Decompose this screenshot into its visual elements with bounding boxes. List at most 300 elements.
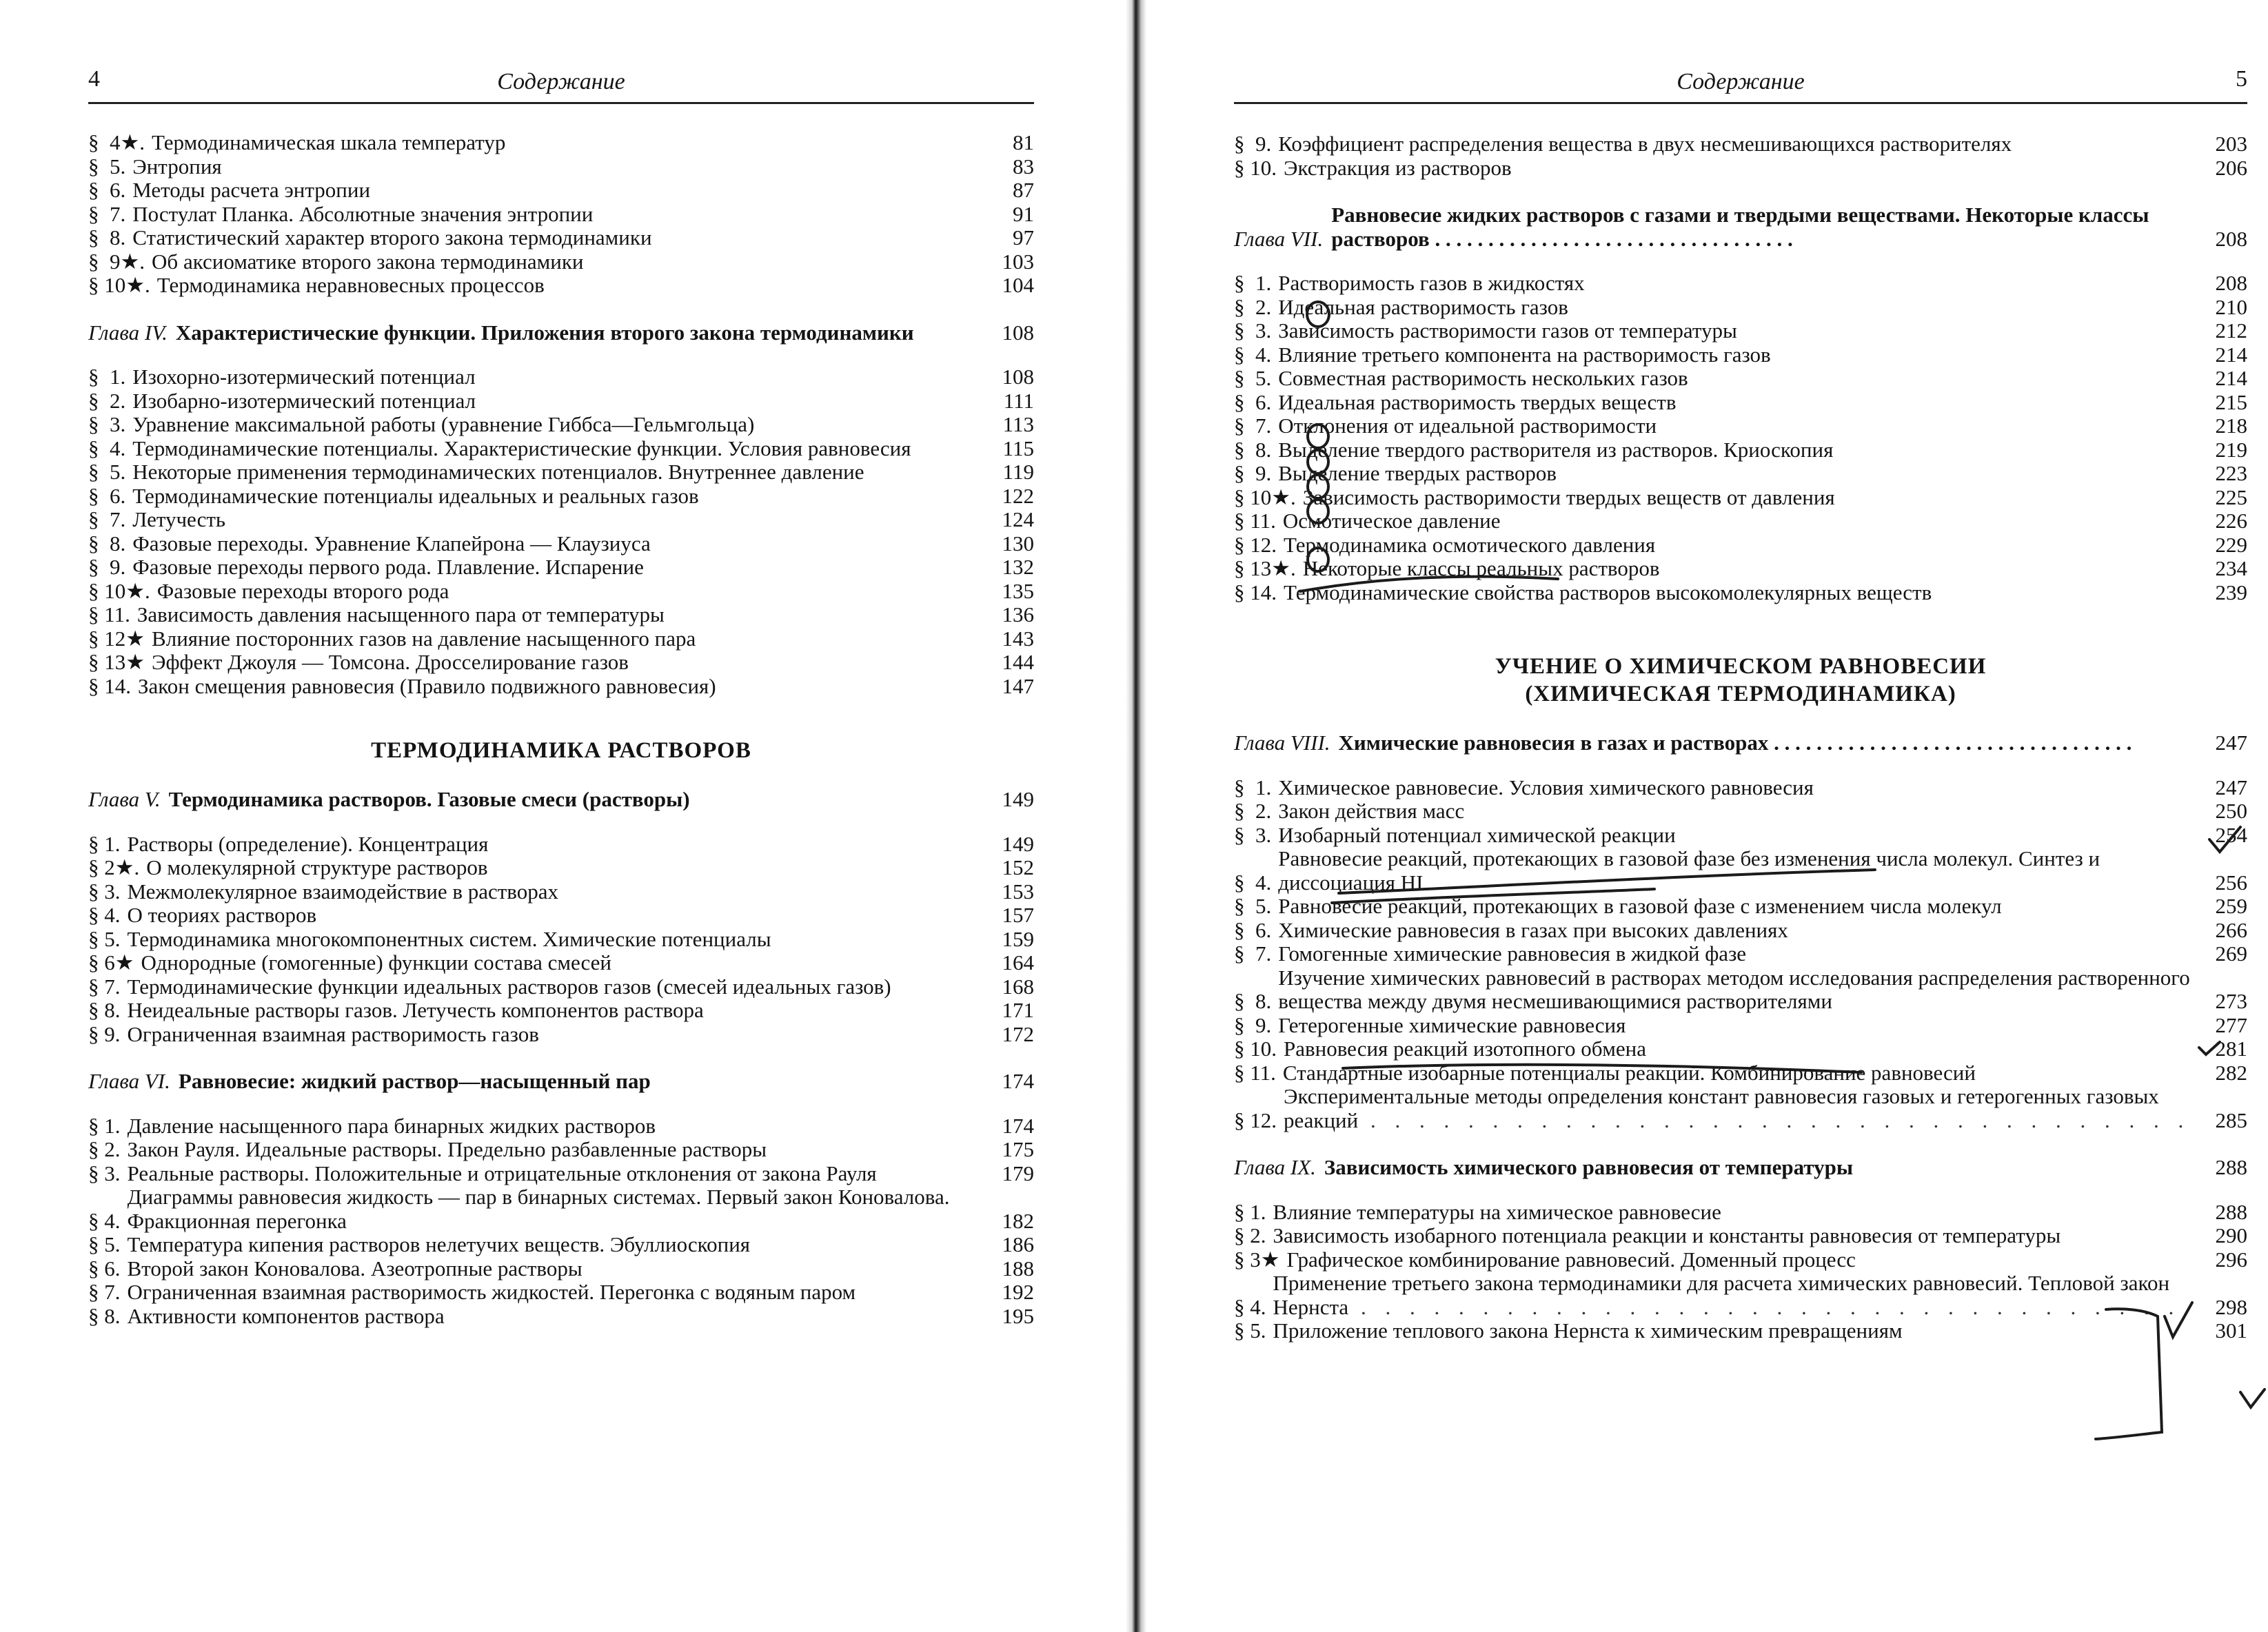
page-number: 174 (1002, 1114, 1034, 1138)
chapter-8-heading[interactable] (1234, 731, 2247, 755)
section-number: § 13★ (88, 651, 145, 674)
page-number: 132 (1002, 555, 1034, 579)
entry-title: Методы расчета энтропии (132, 178, 371, 202)
toc-entry[interactable] (88, 975, 1034, 999)
entry-title: Зависимость давления насыщенного пара от температуры (136, 603, 665, 626)
page-number: 226 (2215, 509, 2247, 533)
entry-text (1278, 462, 2209, 486)
chapter-page: 208 (2215, 226, 2247, 251)
toc-entry[interactable] (1234, 942, 2247, 966)
toc-entry[interactable] (88, 437, 1034, 461)
toc-entry[interactable] (1234, 1319, 2247, 1343)
chapter-title-text: Равновесие жидких растворов с газами и твердыми веществами. Некоторые классы растворов (1331, 203, 2149, 251)
page-number: 223 (2215, 462, 2247, 485)
page-number: 143 (1002, 626, 1034, 651)
leader-dots (157, 297, 977, 298)
page-number: 147 (1002, 674, 1034, 698)
section-number: § 10★. (88, 579, 150, 603)
page-number: 113 (1002, 413, 1034, 436)
chapter-title-text: Химические равновесия в газах и растворах (1338, 731, 1769, 755)
chapter-label: Глава IX. (1234, 1155, 1316, 1179)
toc-entry[interactable] (1234, 438, 2247, 462)
page-number: 122 (1002, 484, 1034, 508)
chapter-title-text: Характеристические функции. Приложения второго закона термодинамики (175, 320, 914, 345)
page-number: 266 (2215, 918, 2247, 942)
entry-title: Некоторые классы реальных растворов (1302, 557, 1660, 580)
entry-text (128, 1305, 997, 1329)
entry-title: Зависимость изобарного потенциала реакции и константы равновесия от температуры (1273, 1224, 2061, 1247)
entry-text (1278, 942, 2209, 966)
page-number: 210 (2215, 295, 2247, 319)
page-number: 234 (2215, 557, 2247, 580)
toc-entry[interactable] (1234, 391, 2247, 415)
chapter-label: Глава VI. (88, 1069, 170, 1093)
section-number: § 3. (1234, 823, 1272, 847)
chapter-title (1331, 203, 2209, 251)
toc-entry[interactable] (1234, 1085, 2247, 1132)
entry-text (1273, 1201, 2210, 1225)
toc-entry[interactable] (88, 508, 1034, 532)
toc-entry[interactable] (1234, 776, 2247, 800)
toc-entry[interactable] (1234, 847, 2247, 895)
page-number: 298 (2215, 1294, 2247, 1319)
entry-title: Некоторые применения термодинамических потенциалов. Внутреннее давление (132, 460, 864, 484)
entry-text (1287, 1248, 2210, 1272)
section-number: § 5. (88, 460, 126, 484)
toc-entry[interactable] (88, 1138, 1034, 1162)
entry-text (1278, 296, 2209, 320)
entry-text (128, 833, 997, 857)
chapter-title-text: Термодинамика растворов. Газовые смеси (растворы) (168, 788, 690, 811)
leader-dots (179, 1093, 536, 1094)
page-number: 91 (1013, 202, 1034, 226)
page-number: 269 (2215, 942, 2247, 966)
section-number: § 2★. (88, 856, 140, 879)
page-number: 212 (2215, 319, 2247, 343)
toc-entry[interactable] (88, 250, 1034, 274)
entry-title: Зависимость растворимости твердых веществ от давления (1302, 485, 1835, 509)
toc-entry[interactable] (1234, 919, 2247, 943)
section-number: § 1. (88, 832, 121, 856)
entry-title: Закон Рауля. Идеальные растворы. Предельно разбавленные растворы (127, 1138, 767, 1161)
toc-entry[interactable] (1234, 824, 2247, 848)
chapter-7-heading[interactable] (1234, 203, 2247, 251)
section-number: § 7. (1234, 942, 1272, 966)
section-number: § 4. (88, 436, 126, 460)
page-number: 119 (1002, 460, 1034, 484)
check-mark-4 (2240, 1389, 2265, 1407)
entry-text (1278, 132, 2209, 156)
entry-text (132, 484, 996, 509)
entry-title: Равновесие реакций, протекающих в газовой фазе с изменением числа молекул (1278, 895, 2002, 918)
section-number: § 9. (88, 555, 126, 579)
section-number: § 5. (88, 1233, 121, 1256)
page-number: 111 (1003, 389, 1034, 413)
toc-entry[interactable] (88, 1305, 1034, 1329)
toc-entry[interactable] (88, 1114, 1034, 1139)
toc-entry[interactable] (1234, 367, 2247, 391)
toc-entry[interactable] (88, 203, 1034, 227)
toc-entry[interactable] (1234, 1248, 2247, 1272)
section-number: § 3. (88, 1161, 121, 1185)
toc-entry[interactable] (88, 274, 1034, 298)
section-number: § 10. (1234, 156, 1277, 180)
toc-entry[interactable] (88, 365, 1034, 389)
entry-title: Коэффициент распределения вещества в двух несмешивающихся растворителях (1278, 132, 2012, 156)
page-number: 225 (2215, 485, 2247, 509)
page-number: 254 (2215, 823, 2247, 847)
chapter-6-heading[interactable] (88, 1070, 1034, 1094)
toc-entry[interactable] (88, 928, 1034, 952)
toc-entry[interactable] (1234, 557, 2247, 581)
toc-entry[interactable] (88, 999, 1034, 1023)
toc-entry[interactable] (88, 1233, 1034, 1257)
page-number: 136 (1002, 603, 1034, 626)
entry-title: Постулат Планка. Абсолютные значения энтропии (132, 202, 594, 226)
chapter-label: Глава VII. (1234, 226, 1324, 251)
toc-entry[interactable] (1234, 1272, 2247, 1319)
toc-entry[interactable] (1234, 486, 2247, 510)
toc-entry[interactable] (1234, 799, 2247, 824)
page-number: 159 (1002, 927, 1034, 951)
page-number: 206 (2215, 156, 2247, 180)
entry-title: Ограниченная взаимная растворимость газов (127, 1022, 539, 1046)
chapter-7-entries (1234, 272, 2247, 604)
toc-entry[interactable] (88, 155, 1034, 179)
entry-title: Выделение твердых растворов (1278, 462, 1557, 485)
leader-dots: . . . . . . . . . . . . . . . . . . . . . . . . . . . . . . . . . . (1358, 1108, 2191, 1132)
entry-text (128, 1023, 997, 1047)
section-number: § 12. (1234, 533, 1277, 557)
section-number: § 5. (1234, 895, 1272, 918)
entry-title: Стандартные изобарные потенциалы реакций. Комбинирование равновесий (1282, 1061, 1976, 1085)
toc-entry[interactable] (1234, 296, 2247, 320)
chapter-6-entries (88, 1114, 1034, 1329)
entry-title: Статистический характер второго закона термодинамики (132, 226, 652, 249)
entry-text (152, 131, 1007, 155)
section-number: § 11. (88, 603, 130, 626)
toc-entry[interactable] (88, 856, 1034, 880)
entry-text (132, 365, 996, 389)
entry-text (132, 203, 1007, 227)
entry-text (1283, 509, 2210, 533)
entry-text (1278, 776, 2209, 800)
toc-entry[interactable] (88, 833, 1034, 857)
toc-entry[interactable] (88, 1257, 1034, 1281)
toc-entry[interactable] (88, 178, 1034, 203)
part-heading-line-2: (ХИМИЧЕСКАЯ ТЕРМОДИНАМИКА) (1525, 682, 1956, 706)
section-number: § 8. (1234, 989, 1272, 1013)
entry-text (1283, 1061, 2210, 1085)
toc-entry[interactable] (88, 880, 1034, 904)
section-number: § 13★. (1234, 557, 1296, 580)
entry-text (138, 675, 997, 699)
section-number: § 7. (88, 202, 126, 226)
entry-text (128, 1185, 997, 1233)
entry-title: Выделение твердого растворителя из растворов. Криоскопия (1278, 438, 1834, 462)
entry-text (128, 1233, 997, 1257)
toc-entry[interactable] (1234, 966, 2247, 1014)
chapter-title (1324, 1156, 2210, 1180)
section-number: § 9. (1234, 462, 1272, 485)
page-number: 273 (2215, 989, 2247, 1013)
toc-entry[interactable] (1234, 1201, 2247, 1225)
section-number: § 14. (88, 674, 131, 698)
section-number: § 10★. (1234, 485, 1296, 509)
entry-title: Давление насыщенного пара бинарных жидких растворов (127, 1114, 656, 1138)
leader-dots (169, 811, 527, 812)
entry-text (1278, 895, 2209, 919)
right-toc (1234, 132, 2247, 1343)
toc-entry[interactable] (1234, 1061, 2247, 1085)
section-number: § 4★. (88, 131, 145, 154)
page-number: 188 (1002, 1256, 1034, 1281)
page-number: 208 (2215, 272, 2247, 295)
section-number: § 7. (1234, 414, 1272, 438)
entry-text (132, 413, 997, 437)
entry-title: Активности компонентов раствора (127, 1304, 445, 1328)
page-number: 97 (1013, 226, 1034, 249)
section-number: § 4. (1234, 343, 1272, 367)
entry-title: Термодинамика неравновесных процессов (156, 274, 545, 297)
toc-entry[interactable] (1234, 509, 2247, 533)
toc-entry[interactable] (88, 460, 1034, 484)
entry-title: Применение третьего закона термодинамики для расчета химических равновесий. Тепловой закон Нернста (1273, 1272, 2170, 1319)
entry-title: Ограниченная взаимная растворимость жидкостей. Перегонка с водяным паром (127, 1281, 856, 1304)
toc-entry[interactable] (1234, 581, 2247, 605)
page-number: 103 (1002, 249, 1034, 274)
toc-entry[interactable] (88, 413, 1034, 437)
page-number: 277 (2215, 1013, 2247, 1037)
leader-dots (1284, 179, 2103, 180)
toc-entry[interactable] (1234, 1037, 2247, 1061)
chapter-9-entries (1234, 1201, 2247, 1343)
entry-text (146, 856, 996, 880)
entry-text (128, 999, 997, 1023)
entry-text (1278, 966, 2209, 1014)
book-gutter (1126, 0, 1146, 1632)
toc-entry[interactable] (88, 131, 1034, 155)
chapter-9-heading[interactable] (1234, 1156, 2247, 1180)
page-number: 186 (1002, 1233, 1034, 1256)
entry-title: О теориях растворов (127, 904, 317, 927)
entry-title: Фазовые переходы второго рода (156, 579, 449, 603)
section-number: § 8. (88, 999, 121, 1022)
page-number: 164 (1002, 951, 1034, 975)
toc-entry[interactable] (1234, 156, 2247, 181)
chapter-label: Глава IV. (88, 320, 168, 345)
entry-title: Закон смещения равновесия (Правило подвижного равновесия) (138, 674, 716, 698)
section-number: § 7. (88, 508, 126, 531)
section-number: § 4. (1234, 870, 1272, 895)
section-number: § 6. (1234, 390, 1272, 414)
section-number: § 1. (1234, 1200, 1266, 1224)
toc-entry[interactable] (88, 555, 1034, 580)
toc-entry[interactable] (88, 651, 1034, 675)
entry-title: Фазовые переходы первого рода. Плавление. Испарение (132, 555, 644, 579)
entry-text (1284, 1037, 2210, 1061)
entry-title: Термодинамические свойства растворов высокомолекулярных веществ (1284, 580, 1932, 604)
page-number: 214 (2215, 367, 2247, 390)
page-number: 285 (2215, 1108, 2247, 1132)
right-running-head (1234, 61, 2247, 104)
entry-text (128, 1281, 997, 1305)
toc-entry[interactable] (1234, 414, 2247, 438)
part-heading-chemical-equilibrium (1234, 653, 2247, 708)
toc-entry[interactable] (1234, 1224, 2247, 1248)
entry-title: Отклонения от идеальной растворимости (1278, 414, 1657, 438)
toc-entry[interactable] (88, 389, 1034, 414)
entry-text (1278, 847, 2209, 895)
section-number: § 11. (1234, 1061, 1276, 1085)
entry-title: Графическое комбинирование равновесий. Доменный процесс (1286, 1247, 1856, 1272)
chapter-4-heading[interactable] (88, 321, 1034, 345)
toc-entry[interactable] (88, 580, 1034, 604)
page-number: 288 (2215, 1200, 2247, 1224)
chapter-5-entries (88, 833, 1034, 1047)
entry-title: Об аксиоматике второго закона термодинамики (152, 249, 584, 274)
entry-title: Термодинамические потенциалы идеальных и реальных газов (132, 484, 699, 508)
section-number: § 1. (88, 1114, 121, 1138)
entry-text (128, 904, 997, 928)
left-page (0, 0, 1117, 1632)
entry-title: Термодинамика осмотического давления (1284, 533, 1656, 557)
entry-text (128, 1138, 997, 1162)
section-number: § 2. (1234, 799, 1272, 823)
leader-dots (176, 344, 534, 345)
toc-entry[interactable] (1234, 462, 2247, 486)
leader-dots: . . . . . . . . . . . . . . . . . . . . . . . . . . . . . . . . . . (1768, 731, 2132, 755)
chapter-page: 149 (1002, 787, 1034, 811)
page-number: 115 (1002, 436, 1034, 460)
toc-entry[interactable] (1234, 1014, 2247, 1038)
toc-entry[interactable] (88, 603, 1034, 627)
part-heading-line-1: УЧЕНИЕ О ХИМИЧЕСКОМ РАВНОВЕСИИ (1495, 654, 1987, 679)
left-entries-top (88, 131, 1034, 298)
toc-entry[interactable] (88, 951, 1034, 975)
right-entries-top (1234, 132, 2247, 180)
entry-text (128, 928, 997, 952)
entry-text (132, 178, 1007, 203)
entry-title: О молекулярной структуре растворов (146, 856, 488, 879)
toc-entry[interactable] (88, 627, 1034, 651)
entry-title: Закон действия масс (1278, 799, 1465, 823)
leader-dots (128, 1327, 947, 1328)
page-number: 256 (2215, 870, 2247, 895)
entry-text (1284, 156, 2210, 181)
section-number: § 6. (88, 178, 126, 202)
section-number: § 5. (1234, 367, 1272, 390)
entry-text (132, 226, 1007, 250)
entry-title: Равновесие реакций, протекающих в газовой фазе без изменения числа молекул. Синтез и диссоциация HI (1278, 847, 2100, 895)
page-number: 195 (1002, 1304, 1034, 1328)
page-number: 281 (2215, 1037, 2247, 1061)
page-number: 301 (2215, 1319, 2247, 1343)
chapter-label: Глава V. (88, 787, 161, 811)
section-number: § 2. (88, 1138, 121, 1161)
entry-text (1284, 533, 2210, 558)
entry-text (1284, 1085, 2210, 1132)
section-number: § 5. (1234, 1319, 1266, 1343)
toc-entry[interactable] (88, 1162, 1034, 1186)
chapter-title (1339, 731, 2210, 755)
toc-entry[interactable] (88, 1185, 1034, 1233)
entry-text (1303, 557, 2210, 581)
page-number: 182 (1002, 1208, 1034, 1233)
page-number: 168 (1002, 975, 1034, 999)
toc-entry[interactable] (88, 904, 1034, 928)
chapter-title-text: Зависимость химического равновесия от температуры (1324, 1156, 1854, 1179)
section-number: § 7. (88, 975, 121, 999)
page-number: 157 (1002, 904, 1034, 927)
entry-text (132, 389, 998, 414)
section-number: § 14. (1234, 580, 1277, 604)
entry-text (1278, 272, 2209, 296)
section-number: § 6. (88, 1256, 121, 1281)
page-number: 192 (1002, 1281, 1034, 1304)
section-number: § 8. (88, 226, 126, 249)
toc-entry[interactable] (88, 1281, 1034, 1305)
toc-entry[interactable] (1234, 533, 2247, 558)
entry-title: Эффект Джоуля — Томсона. Дросселирование газов (152, 651, 629, 674)
page-number: 250 (2215, 799, 2247, 823)
entry-text (1273, 1224, 2210, 1248)
section-number: § 10★. (88, 274, 150, 297)
toc-entry[interactable] (88, 675, 1034, 699)
chapter-4-entries (88, 365, 1034, 698)
entry-title: Реальные растворы. Положительные и отрицательные отклонения от закона Рауля (127, 1161, 877, 1185)
chapter-5-heading[interactable] (88, 788, 1034, 812)
toc-entry[interactable] (88, 1023, 1034, 1047)
toc-entry[interactable] (88, 532, 1034, 556)
toc-entry[interactable] (1234, 895, 2247, 919)
entry-title: Второй закон Коновалова. Азеотропные растворы (127, 1256, 583, 1281)
page-number: 259 (2215, 895, 2247, 918)
entry-title: Гетерогенные химические равновесия (1278, 1013, 1626, 1037)
entry-text (1303, 486, 2210, 510)
section-number: § 1. (1234, 775, 1272, 799)
entry-title: Совместная растворимость нескольких газов (1278, 367, 1688, 390)
entry-text (128, 1114, 997, 1139)
section-number: § 5. (88, 154, 126, 178)
toc-entry[interactable] (88, 226, 1034, 250)
entry-text (1273, 1272, 2210, 1319)
entry-title: Изобарно-изотермический потенциал (132, 389, 476, 413)
entry-text (1273, 1319, 2210, 1343)
toc-entry[interactable] (1234, 132, 2247, 156)
entry-text (1278, 1014, 2209, 1038)
toc-entry[interactable] (1234, 272, 2247, 296)
page-number: 175 (1002, 1138, 1034, 1161)
section-number: § 12★ (88, 626, 145, 651)
entry-title: Диаграммы равновесия жидкость — пар в бинарных системах. Первый закон Коновалова. Фракционная перегонка (127, 1185, 950, 1233)
page-number: 104 (1002, 274, 1034, 297)
page-number: 83 (1013, 154, 1034, 178)
section-number: § 3. (88, 413, 126, 436)
entry-text (1278, 367, 2209, 391)
entry-text (1278, 319, 2209, 343)
entry-title: Однородные (гомогенные) функции состава смесей (141, 951, 611, 975)
section-number: § 6★ (88, 951, 134, 975)
toc-entry[interactable] (1234, 343, 2247, 367)
leader-dots: . . . . . . . . . . . . . . . . . . . . . . . . . . . . . . . . . . (1348, 1294, 2181, 1319)
left-running-head (88, 61, 1034, 104)
entry-title: Влияние третьего компонента на растворимость газов (1278, 343, 1771, 367)
toc-entry[interactable] (88, 484, 1034, 509)
toc-entry[interactable] (1234, 319, 2247, 343)
entry-title: Осмотическое давление (1282, 509, 1501, 533)
entry-title: Гомогенные химические равновесия в жидкой фазе (1278, 942, 1747, 966)
